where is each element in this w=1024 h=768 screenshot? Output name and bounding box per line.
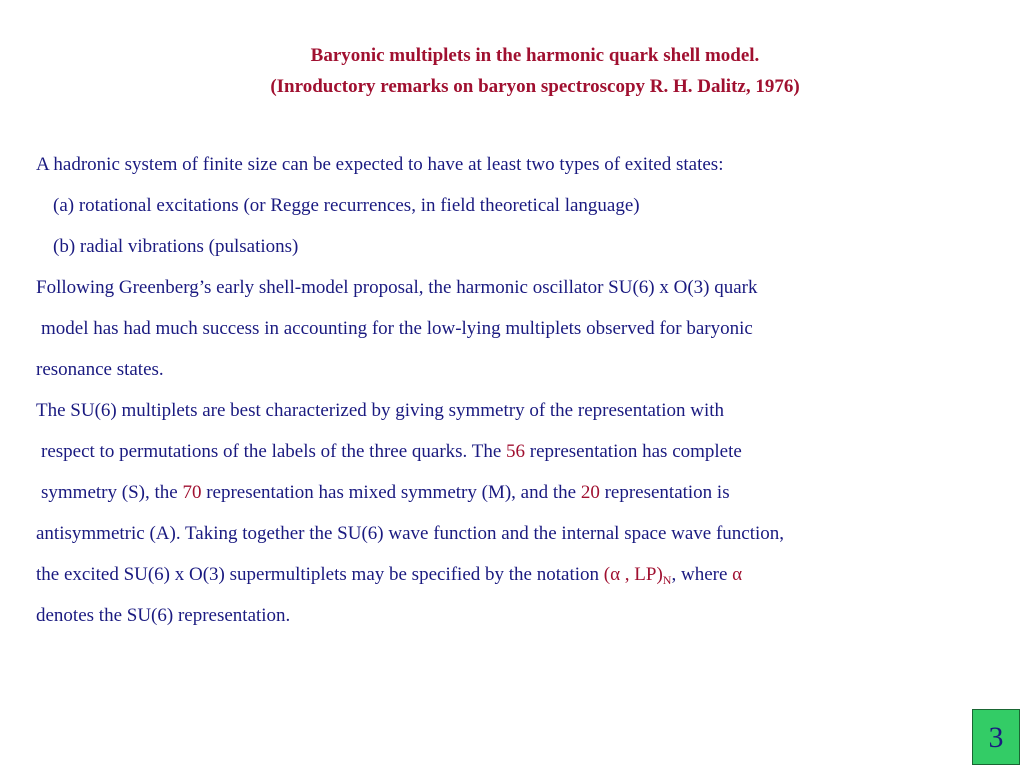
rep-56: 56 <box>506 441 525 462</box>
text-segment: the excited SU(6) x O(3) supermultiplets may be specified by the notation <box>36 564 604 585</box>
body-line-2: (a) rotational excitations (or Regge recurrences, in field theoretical language) <box>53 195 640 216</box>
title-line-1: Baryonic multiplets in the harmonic quark shell model. <box>310 45 760 66</box>
body-line-7: The SU(6) multiplets are best characterized by giving symmetry of the representation with <box>36 400 725 421</box>
text-segment: symmetry (S), the <box>41 482 183 503</box>
slide-body <box>36 150 996 642</box>
body-line-1: A hadronic system of finite size can be expected to have at least two types of exited states: <box>36 154 724 175</box>
page-number-badge: 3 <box>972 709 1020 765</box>
notation <box>604 564 672 585</box>
text-segment: representation has mixed symmetry (M), and the <box>201 482 581 503</box>
rep-20: 20 <box>580 482 600 503</box>
slide-title <box>0 40 1024 102</box>
body-line-9 <box>36 478 996 519</box>
body-line-12: denotes the SU(6) representation. <box>36 605 291 626</box>
text-segment: representation is <box>599 482 730 503</box>
body-line-6: resonance states. <box>36 359 164 380</box>
notation-main: (α , LP) <box>603 564 663 585</box>
body-line-11 <box>36 560 996 601</box>
body-line-8 <box>36 437 996 478</box>
text-segment: , where <box>671 564 733 585</box>
notation-subscript: N <box>662 573 672 587</box>
body-line-3: (b) radial vibrations (pulsations) <box>53 236 299 257</box>
rep-70: 70 <box>182 482 202 503</box>
body-line-4: Following Greenberg’s early shell-model proposal, the harmonic oscillator SU(6) x O(3) quark <box>36 277 758 298</box>
alpha-symbol: α <box>732 564 743 585</box>
title-line-2: (Inroductory remarks on baryon spectroscopy R. H. Dalitz, 1976) <box>270 76 800 97</box>
text-segment: respect to permutations of the labels of the three quarks. The <box>41 441 506 462</box>
body-line-10: antisymmetric (A). Taking together the SU(6) wave function and the internal space wave function, <box>36 523 785 544</box>
body-line-5: model has had much success in accounting for the low-lying multiplets observed for baryonic <box>41 318 753 339</box>
text-segment: representation has complete <box>525 441 742 462</box>
